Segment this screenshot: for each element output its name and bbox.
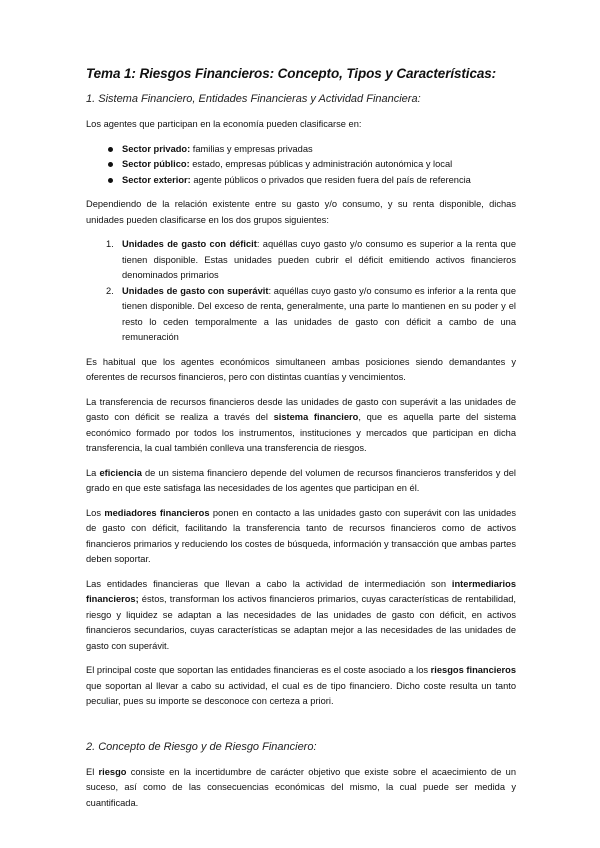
list-item: Sector privado: familias y empresas privadas bbox=[108, 142, 516, 158]
bullet-icon bbox=[108, 162, 113, 167]
paragraph-depend: Dependiendo de la relación existente entre su gasto y/o consumo, y su renta disponible, dichas unidades pueden clasificarse en los dos grupos siguientes: bbox=[86, 199, 516, 225]
paragraph-transfer: La transferencia de recursos financieros desde las unidades de gasto con superávit a las unidades de gasto con déficit se realiza a través del sistema financiero, que es aquella parte del sistema económico formado por todos los instrumentos, instituciones y mercados que participan en dicha transferencia, la cual también conlleva una transferencia de riesgos. bbox=[86, 396, 516, 453]
list-item: 1. Unidades de gasto con déficit: aquéllas cuyo gasto y/o consumo es superior a la renta que tienen disponible. Estas unidades pueden cubrir el déficit emitiendo activos financieros denominados primarios bbox=[106, 239, 516, 280]
section-spacer bbox=[86, 719, 516, 741]
paragraph-riesgo: El riesgo consiste en la incertidumbre de carácter objetivo que existe sobre el acaecimiento de un suceso, así como de las consecuencias económicas del mismo, la cual puede ser medida y cuantificada. bbox=[86, 766, 516, 808]
document-title: Tema 1: Riesgos Financieros: Concepto, Tipos y Características: bbox=[86, 66, 497, 81]
bullet-icon bbox=[108, 178, 113, 183]
paragraph-intermediarios: Las entidades financieras que llevan a cabo la actividad de intermediación son intermediarios financieros; éstos, transforman los activos financieros primarios, cuyas características de rentabilidad, riesgo y liquidez se adaptan a las necesidades de las unidades de gasto con déficit, en activos financieros secundarios, cuyas características se adaptan mejor a las necesidades de las unidades de gasto con superávit. bbox=[86, 578, 516, 651]
agents-intro: Los agentes que participan en la economía pueden clasificarse en: bbox=[86, 119, 362, 129]
paragraph-coste: El principal coste que soportan las entidades financieras es el coste asociado a los riesgos financieros que soportan al llevar a cabo su actividad, el cual es de tipo financiero. Dicho coste resulta un tanto peculiar, pues su importe se desconoce con certeza a priori. bbox=[86, 665, 516, 706]
units-list bbox=[86, 237, 516, 346]
list-item: 2. Unidades de gasto con superávit: aquéllas cuyo gasto y/o consumo es inferior a la renta que tienen disponible. Del exceso de renta, generalmente, una parte lo mantienen en su poder y el resto lo ceden temporalmente a las unidades de gasto con déficit a cambo de una remuneración bbox=[106, 285, 517, 342]
section-1-heading: 1. Sistema Financiero, Entidades Financieras y Actividad Financiera: bbox=[86, 93, 421, 105]
section-2-heading: 2. Concepto de Riesgo y de Riesgo Financiero: bbox=[86, 740, 317, 753]
paragraph-eficiencia: La eficiencia de un sistema financiero depende del volumen de recursos financieros transferidos y del grado en que este satisfaga las necesidades de los agentes que participan en él. bbox=[86, 467, 516, 493]
bullet-icon bbox=[108, 147, 113, 152]
agents-list bbox=[86, 142, 516, 189]
list-item: Sector exterior: agente públicos o privados que residen fuera del país de referencia bbox=[108, 173, 516, 189]
document-page bbox=[86, 66, 516, 820]
paragraph-habitual: Es habitual que los agentes económicos simultaneen ambas posiciones siendo demandantes y oferentes de recursos financieros, pero con distintas cuantías y vencimientos. bbox=[86, 356, 516, 382]
paragraph-mediadores: Los mediadores financieros ponen en contacto a las unidades gasto con superávit con las unidades de gasto con déficit, facilitando la transferencia tanto de recursos financieros como de activos financieros primarios y reduciendo los costes de búsqueda, información y transacción que ambas partes deben soportar. bbox=[86, 507, 517, 564]
list-item: Sector público: estado, empresas públicas y administración autonómica y local bbox=[108, 157, 516, 173]
